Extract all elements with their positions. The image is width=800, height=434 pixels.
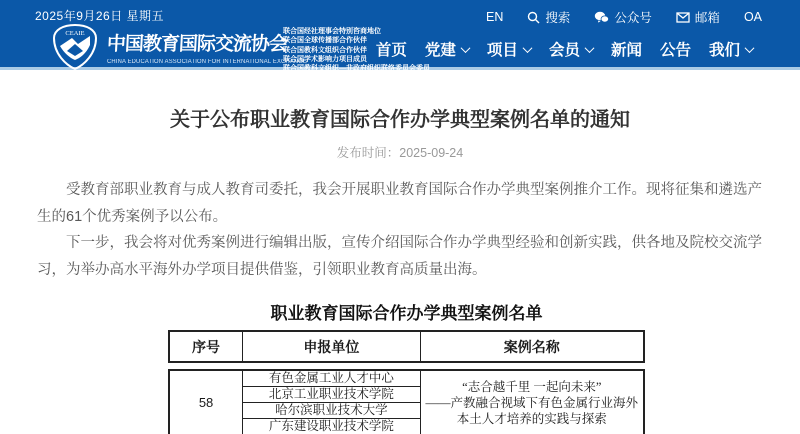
nav-item-home[interactable]: 首页: [375, 42, 407, 59]
case-table: [168, 330, 645, 434]
case-list-section: [168, 299, 645, 434]
wechat-icon: [594, 11, 609, 24]
search-link[interactable]: 搜索: [527, 8, 570, 26]
credential-line: 联合国经社理事会特别咨商地位: [283, 27, 381, 35]
credential-line: 联合国全球传播部合作伙伴: [283, 36, 367, 45]
unit-cell: 有色金属工业人才中心: [243, 370, 420, 387]
chevron-down-icon: [522, 43, 532, 53]
oa-link[interactable]: OA: [743, 10, 762, 24]
paragraph: 下一步，我会将对优秀案例进行编辑出版，宣传介绍国际合作办学典型经验和创新实践，供各地及院校交流学习，为举办高水平海外办学项目提供借鉴，引领职业教育高质量出海。: [37, 235, 762, 278]
article-body: [37, 177, 763, 283]
chevron-down-icon: [460, 43, 470, 53]
nav-item-news[interactable]: 新闻: [610, 42, 642, 59]
org-name-cn: 中国教育国际交流协会: [106, 33, 288, 55]
table-row: [169, 370, 644, 387]
publish-date: 发布时间：2025-09-24: [336, 146, 464, 160]
nav-item-members[interactable]: 会员: [547, 37, 595, 61]
mail-link[interactable]: 邮箱: [676, 8, 720, 26]
unit-cell: 广东建设职业技术学院: [243, 419, 420, 434]
article: [0, 70, 800, 434]
ceaie-emblem-icon: [52, 24, 98, 70]
article-title: 关于公布职业教育国际合作办学典型案例名单的通知: [170, 109, 630, 131]
svg-text:CEAIE: CEAIE: [65, 30, 85, 37]
case-number: 58: [169, 370, 243, 434]
utility-bar: [486, 8, 762, 26]
col-header-no: 序号: [169, 331, 243, 362]
mail-icon: [676, 12, 690, 23]
case-name-line2: ——产教融合视域下有色金属行业海外本土人才培养的实践与探索: [425, 395, 639, 426]
credential-line: 联合国教科文组织—非政府组织联络委员会委员: [283, 64, 430, 73]
credential-line: 联合国教科文组织合作伙伴: [283, 45, 367, 54]
org-name-en: CHINA EDUCATION ASSOCIATION FOR INTERNATIONAL EXCHANGE: [107, 59, 308, 65]
nav-item-party[interactable]: 党建: [423, 37, 471, 61]
table-title: 职业教育国际合作办学典型案例名单: [270, 304, 543, 323]
case-name-line1: “志合越千里 一起向未来”: [462, 379, 602, 394]
col-header-case: 案例名称: [420, 331, 644, 362]
nav-item-announcements[interactable]: 公告: [658, 37, 693, 61]
nav-item-about[interactable]: 我们: [707, 37, 755, 61]
case-name-cell: [420, 370, 644, 434]
main-nav: [374, 37, 755, 61]
site-header: [0, 0, 800, 73]
table-header: [168, 330, 645, 363]
table-body: [168, 369, 645, 434]
unit-cell: 北京工业职业技术学院: [243, 387, 420, 403]
chevron-down-icon: [585, 43, 595, 53]
chevron-down-icon: [745, 43, 755, 53]
current-date: 2025年9月26日 星期五: [35, 9, 165, 23]
nav-item-projects[interactable]: 项目: [485, 37, 533, 61]
wechat-account-link[interactable]: 公众号: [594, 8, 652, 26]
search-icon: [527, 11, 540, 24]
col-header-unit: 申报单位: [243, 331, 420, 362]
site-logo[interactable]: [52, 24, 308, 70]
credential-line: 联合国学术影响力项目成员: [283, 54, 367, 63]
paragraph: 受教育部职业教育与成人教育司委托，我会开展职业教育国际合作办学典型案例推介工作。现将征集和遴选产生的61个优秀案例予以公布。: [37, 182, 762, 225]
unit-cell: 哈尔滨职业技术大学: [243, 403, 420, 419]
lang-en-link[interactable]: EN: [486, 10, 504, 24]
